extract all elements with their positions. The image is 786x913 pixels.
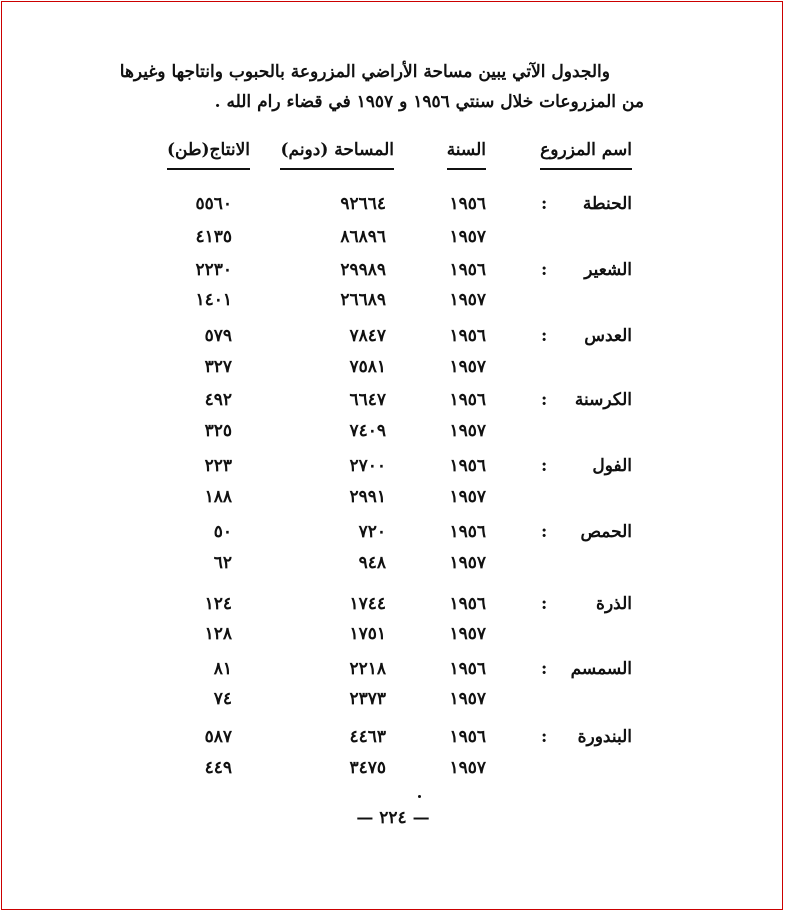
production-cell: ٥٧٩ — [204, 326, 232, 346]
table-row — [0, 421, 786, 451]
production-cell: ١٤٠١ — [195, 290, 232, 310]
table-row — [0, 487, 786, 517]
area-cell: ٧٥٨١ — [349, 357, 386, 377]
area-cell: ٨٦٨٩٦ — [340, 227, 386, 247]
production-cell: ٥٨٧ — [204, 727, 232, 747]
production-cell: ١٢٤ — [204, 594, 232, 614]
table-row — [0, 758, 786, 788]
year-cell: ١٩٥٧ — [449, 421, 486, 441]
colon-separator: : — [541, 390, 548, 410]
area-cell: ٩٢٦٦٤ — [340, 194, 386, 214]
intro-line-1: والجدول الآتي يبين مساحة الأراضي المزروعة بالحبوب وانتاجها وغيرها — [119, 62, 610, 82]
production-cell: ٥٥٦٠ — [195, 194, 232, 214]
table-row — [0, 260, 786, 290]
year-cell: ١٩٥٦ — [449, 326, 486, 346]
colon-separator: : — [541, 659, 548, 679]
crop-name: العدس — [584, 326, 632, 346]
table-row — [0, 326, 786, 356]
area-cell: ٣٤٧٥ — [349, 758, 386, 778]
year-cell: ١٩٥٦ — [449, 456, 486, 476]
production-cell: ٥٠ — [213, 522, 232, 542]
year-cell: ١٩٥٦ — [449, 594, 486, 614]
year-cell: ١٩٥٦ — [449, 659, 486, 679]
colon-separator: : — [541, 727, 548, 747]
production-cell: ١٨٨ — [204, 487, 232, 507]
production-cell: ١٢٨ — [204, 624, 232, 644]
table-row — [0, 194, 786, 224]
year-cell: ١٩٥٦ — [449, 390, 486, 410]
table-row — [0, 594, 786, 624]
header-production: الانتاج(طن) — [167, 140, 250, 170]
area-cell: ٢٩٩١ — [349, 487, 386, 507]
crop-name: الفول — [592, 456, 632, 476]
table-row — [0, 290, 786, 320]
area-cell: ٧٨٤٧ — [349, 326, 386, 346]
colon-separator: : — [541, 194, 548, 214]
year-cell: ١٩٥٦ — [449, 260, 486, 280]
table-row — [0, 390, 786, 420]
area-cell: ٧٢٠ — [358, 522, 386, 542]
year-cell: ١٩٥٧ — [449, 689, 486, 709]
year-cell: ١٩٥٧ — [449, 290, 486, 310]
year-cell: ١٩٥٧ — [449, 487, 486, 507]
production-cell: ٢٢٣٠ — [195, 260, 232, 280]
page-number: — ٢٢٤ — — [356, 808, 430, 828]
area-cell: ٢٣٧٣ — [349, 689, 386, 709]
header-area: المساحة (دونم) — [280, 140, 394, 170]
stray-dot-mark — [418, 795, 421, 798]
table-row — [0, 659, 786, 689]
production-cell: ٣٢٧ — [204, 357, 232, 377]
area-cell: ١٧٥١ — [349, 624, 386, 644]
production-cell: ٤٤٩ — [204, 758, 232, 778]
table-row — [0, 727, 786, 757]
year-cell: ١٩٥٧ — [449, 553, 486, 573]
year-cell: ١٩٥٧ — [449, 624, 486, 644]
year-cell: ١٩٥٦ — [449, 194, 486, 214]
area-cell: ٢٩٩٨٩ — [340, 260, 386, 280]
crop-name: الشعير — [584, 260, 632, 280]
header-year: السنة — [447, 140, 486, 170]
header-crop-name: اسم المزروع — [540, 140, 632, 170]
colon-separator: : — [541, 260, 548, 280]
colon-separator: : — [541, 326, 548, 346]
colon-separator: : — [541, 456, 548, 476]
year-cell: ١٩٥٦ — [449, 522, 486, 542]
crop-name: البندورة — [577, 727, 632, 747]
production-cell: ٤١٣٥ — [195, 227, 232, 247]
year-cell: ١٩٥٧ — [449, 357, 486, 377]
production-cell: ٧٤ — [213, 689, 232, 709]
table-row — [0, 522, 786, 552]
crop-name: الذرة — [596, 594, 632, 614]
table-row — [0, 227, 786, 257]
area-cell: ٩٤٨ — [358, 553, 386, 573]
area-cell: ٢٦٦٨٩ — [340, 290, 386, 310]
colon-separator: : — [541, 522, 548, 542]
table-row — [0, 456, 786, 486]
area-cell: ٢٧٠٠ — [349, 456, 386, 476]
area-cell: ٤٤٦٣ — [349, 727, 386, 747]
year-cell: ١٩٥٦ — [449, 727, 486, 747]
production-cell: ٣٢٥ — [204, 421, 232, 441]
production-cell: ٨١ — [213, 659, 232, 679]
table-row — [0, 624, 786, 654]
area-cell: ٦٦٤٧ — [349, 390, 386, 410]
year-cell: ١٩٥٧ — [449, 227, 486, 247]
crop-name: الحمص — [580, 522, 632, 542]
table-row — [0, 553, 786, 583]
crop-name: الحنطة — [582, 194, 632, 214]
table-row — [0, 357, 786, 387]
crop-name: الكرسنة — [574, 390, 632, 410]
production-cell: ٢٢٣ — [204, 456, 232, 476]
year-cell: ١٩٥٧ — [449, 758, 486, 778]
production-cell: ٤٩٢ — [204, 390, 232, 410]
area-cell: ٢٢١٨ — [349, 659, 386, 679]
production-cell: ٦٢ — [213, 553, 232, 573]
table-row — [0, 689, 786, 719]
area-cell: ١٧٤٤ — [349, 594, 386, 614]
crop-name: السمسم — [570, 659, 632, 679]
colon-separator: : — [541, 594, 548, 614]
intro-line-2: من المزروعات خلال سنتي ١٩٥٦ و ١٩٥٧ في قضاء رام الله . — [214, 92, 644, 112]
area-cell: ٧٤٠٩ — [349, 421, 386, 441]
